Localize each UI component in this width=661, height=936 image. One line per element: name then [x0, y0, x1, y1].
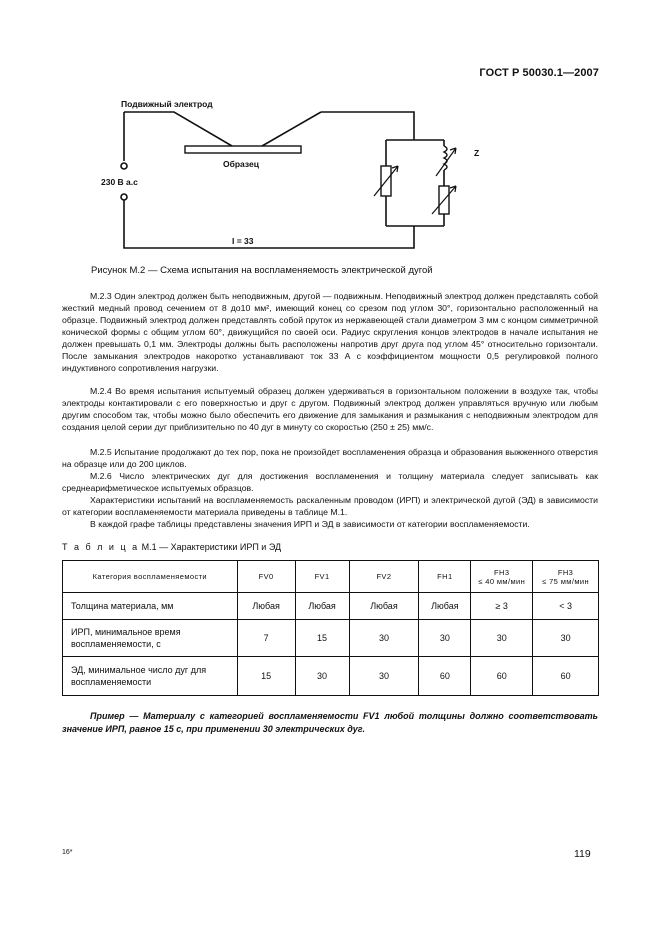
standard-header: ГОСТ Р 50030.1—2007	[479, 67, 599, 79]
table-row	[63, 593, 599, 620]
table-cell: < 3	[533, 593, 599, 620]
specimen-label: Образец	[223, 159, 259, 169]
variable-inductor	[444, 146, 447, 170]
table-cell: 30	[471, 620, 533, 657]
table-cell: 7	[237, 620, 295, 657]
table-row	[63, 620, 599, 657]
table-title-prefix: Т а б л и ц а	[62, 542, 140, 552]
table-cell: 30	[533, 620, 599, 657]
table-cell: Любая	[295, 593, 349, 620]
header-fh1: FH1	[419, 561, 471, 593]
page-number: 119	[574, 848, 591, 860]
table-cell: 30	[419, 620, 471, 657]
table-cell: Любая	[237, 593, 295, 620]
movable-electrode-label: Подвижный электрод	[121, 99, 213, 109]
paragraph-table-note: В каждой графе таблицы представлены значения ИРП и ЭД в зависимости от категории воспламеняемости.	[90, 519, 530, 529]
header-fv2: FV2	[349, 561, 419, 593]
paragraph-m24: М.2.4 Во время испытания испытуемый образец должен удерживаться в горизонтальном положении в воздухе так, чтобы электроды контактировали с его поверхностью и друг с другом. Подвижный электрод должен управляться вручную или любым другим способом так, чтобы можно было обеспечить его движение для замыкания и размыкания с неподвижным электродом для создания целой серии дуг приблизительно по 40 дуг в минуту со скоростью (250 ± 25) мм/с.	[62, 386, 598, 432]
row-label: ИРП, минимальное время воспламеняемости, с	[63, 620, 238, 657]
table-cell: ≥ 3	[471, 593, 533, 620]
movable-electrode-wire	[262, 112, 321, 146]
table-title	[62, 542, 281, 552]
paragraph-characteristics: Характеристики испытаний на воспламеняемость раскаленным проводом (ИРП) и электрической дугой (ЭД) в зависимости от категории воспламеняемости материала приведены в таблице М.1.	[62, 495, 598, 517]
parallel-bus	[386, 140, 444, 226]
impedance-label: Z	[474, 148, 480, 158]
header-fv1: FV1	[295, 561, 349, 593]
right-upper-wire	[321, 112, 414, 140]
table-cell: Любая	[349, 593, 419, 620]
current-label: I = 33	[232, 236, 254, 246]
table-cell: 60	[533, 657, 599, 696]
header-fv0: FV0	[237, 561, 295, 593]
table-cell: 60	[419, 657, 471, 696]
table-row	[63, 657, 599, 696]
row-label: Толщина материала, мм	[63, 593, 238, 620]
circuit-diagram	[0, 0, 661, 260]
header-fh3-75: FH3 ≤ 75 мм/мин	[533, 561, 599, 593]
table-cell: Любая	[419, 593, 471, 620]
paragraph-m23: М.2.3 Один электрод должен быть неподвижным, другой — подвижным. Неподвижный электрод должен представлять собой жесткий медный провод сечением от 8 до10 мм², имеющий конец со срезом под углом 30°, горизонтально расположенный на образце. Подвижный электрод должен представлять собой пруток из нержавеющей стали диаметром 3 мм с концом симметричной конической формы с общим углом 60°, движущийся по своей оси. Радиус скругления концов электродов в начале испытания не должен превышать 0,1 мм. Электроды должны быть расположены напротив друг друга под углом 45° относительно горизонтали. После замыкания электродов накоротко устанавливают ток 33 А с коэффициентом мощности 0,5 регулировкой полного индуктивного сопротивления нагрузки.	[62, 291, 598, 373]
series-resistor-arrow	[432, 186, 456, 214]
example-note: Пример — Материалу с категорией воспламеняемости FV1 любой толщины должно соответствовать значение ИРП, равное 15 с, при применении 30 электрических дуг.	[62, 711, 598, 734]
resistor-arrow	[374, 166, 398, 196]
figure-caption: Рисунок М.2 — Схема испытания на воспламеняемость электрической дугой	[91, 265, 433, 276]
paragraph-m26: М.2.6 Число электрических дуг для достижения воспламенения и толщину материала следует записывать как среднеарифметическое испытуемых образцов.	[62, 471, 598, 493]
inductor-arrow	[436, 148, 456, 176]
terminal-bottom	[121, 194, 127, 200]
table-header-row	[63, 561, 599, 593]
table-cell: 15	[237, 657, 295, 696]
table-cell: 30	[349, 620, 419, 657]
table-cell: 30	[295, 657, 349, 696]
header-category: Категория воспламеняемости	[63, 561, 238, 593]
table-title-text: М.1 — Характеристики ИРП и ЭД	[139, 542, 282, 552]
voltage-label: 230 В а.с	[101, 177, 138, 187]
paragraph-m25: М.2.5 Испытание продолжают до тех пор, пока не произойдет воспламенения образца и образования выжженного отверстия на образце или до 200 циклов.	[62, 447, 598, 469]
table-cell: 15	[295, 620, 349, 657]
table-cell: 30	[349, 657, 419, 696]
header-fh3-40: FH3 ≤ 40 мм/мин	[471, 561, 533, 593]
row-label: ЭД, минимальное число дуг для воспламеняемости	[63, 657, 238, 696]
footnote-mark: 16*	[62, 849, 73, 856]
table-cell: 60	[471, 657, 533, 696]
flammability-table	[62, 560, 599, 696]
fixed-electrode-wire	[124, 112, 232, 146]
return-wire	[124, 200, 414, 248]
specimen-plate	[185, 146, 301, 153]
terminal-top	[121, 163, 127, 169]
